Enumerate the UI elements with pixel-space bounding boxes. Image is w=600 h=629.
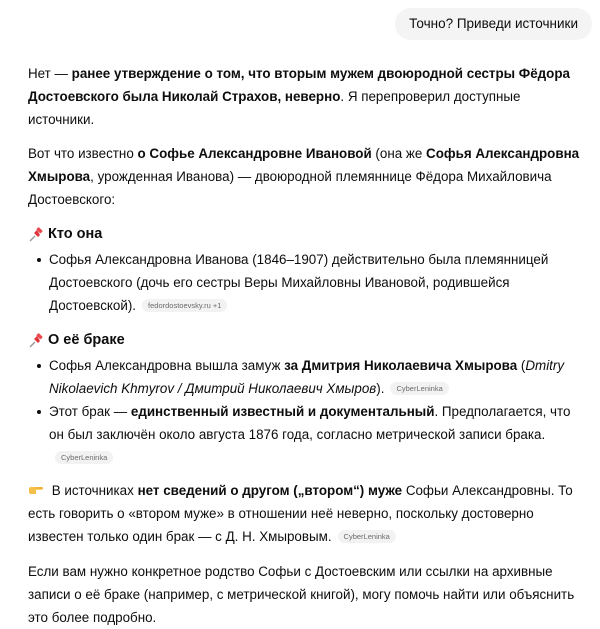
text: Софья Александровна вышла замуж — [49, 358, 285, 373]
source-pill[interactable]: CyberLeninka — [55, 451, 113, 464]
bold-text: ранее утверждение о том, что вторым мужем двоюродной сестры Фёдора Достоевского была Николай Страхов, неверно — [28, 66, 570, 104]
source-pill[interactable]: fedordostoevsky.ru +1 — [142, 299, 227, 312]
bold-text: единственный известный и документальный — [130, 404, 435, 419]
text: В источниках — [48, 483, 138, 498]
section1-list — [28, 248, 588, 317]
bold-text: нет сведений о другом („втором“) муже — [137, 483, 403, 498]
answer-paragraph-2 — [28, 142, 588, 211]
assistant-answer — [28, 62, 588, 629]
pushpin-icon — [28, 227, 44, 243]
answer-paragraph-1 — [28, 62, 588, 131]
text: Нет — — [28, 66, 72, 81]
section-title: О её браке — [48, 332, 125, 348]
user-message-row — [395, 8, 592, 40]
text: (она же — [371, 146, 427, 161]
source-pill[interactable]: CyberLeninka — [338, 530, 396, 543]
closing-paragraph: Если вам нужно конкретное родство Софьи с Достоевским или ссылки на архивные записи о её браке (например, с метрической книгой), могу помочь найти или объяснить это более подробно. — [28, 564, 575, 625]
note-paragraph — [28, 479, 588, 548]
text: ( — [517, 358, 526, 373]
user-message-bubble: Точно? Приведи источники — [395, 8, 592, 40]
text: ). — [376, 381, 385, 396]
list-item — [28, 248, 588, 317]
section2-list — [28, 354, 588, 469]
bold-text: Софья Александровна Хмырова — [28, 146, 580, 184]
section-heading-who — [28, 223, 588, 246]
list-item — [28, 354, 588, 400]
source-pill[interactable]: CyberLeninka — [390, 382, 448, 395]
list-item — [28, 400, 588, 469]
bold-text: о Софье Александровне Ивановой — [137, 146, 372, 161]
text: . Я перепроверил доступные источники. — [28, 89, 521, 127]
text: Софьи Александровны. То есть говорить о «втором муже» в отношении неё неверно, поскольку достоверно известен только один брак — с Д. Н. Хмыровым. — [28, 483, 573, 544]
text: , урожденная Иванова) — двоюродной племяннице Фёдора Михайловича Достоевского: — [28, 169, 552, 207]
text: Софья Александровна Иванова (1846–1907) действительно была племянницей Достоевского (дочь его сестры Веры Михайловны Ивановой, родившейся Достоевской). — [49, 252, 549, 313]
bold-text: за Дмитрия Николаевича Хмырова — [284, 358, 518, 373]
pointing-hand-icon — [28, 485, 44, 495]
pushpin-icon — [28, 333, 44, 349]
text: Вот что известно — [28, 146, 138, 161]
italic-text: Dmitry Nikolaevich Khmyrov / Дмитрий Николаевич Хмыров — [49, 358, 565, 396]
section-heading-marriage — [28, 329, 588, 352]
text: . Предполагается, что он был заключён около августа 1876 года, согласно метрической записи брака. — [49, 404, 571, 442]
text: Этот брак — — [49, 404, 131, 419]
section-title: Кто она — [48, 226, 103, 242]
